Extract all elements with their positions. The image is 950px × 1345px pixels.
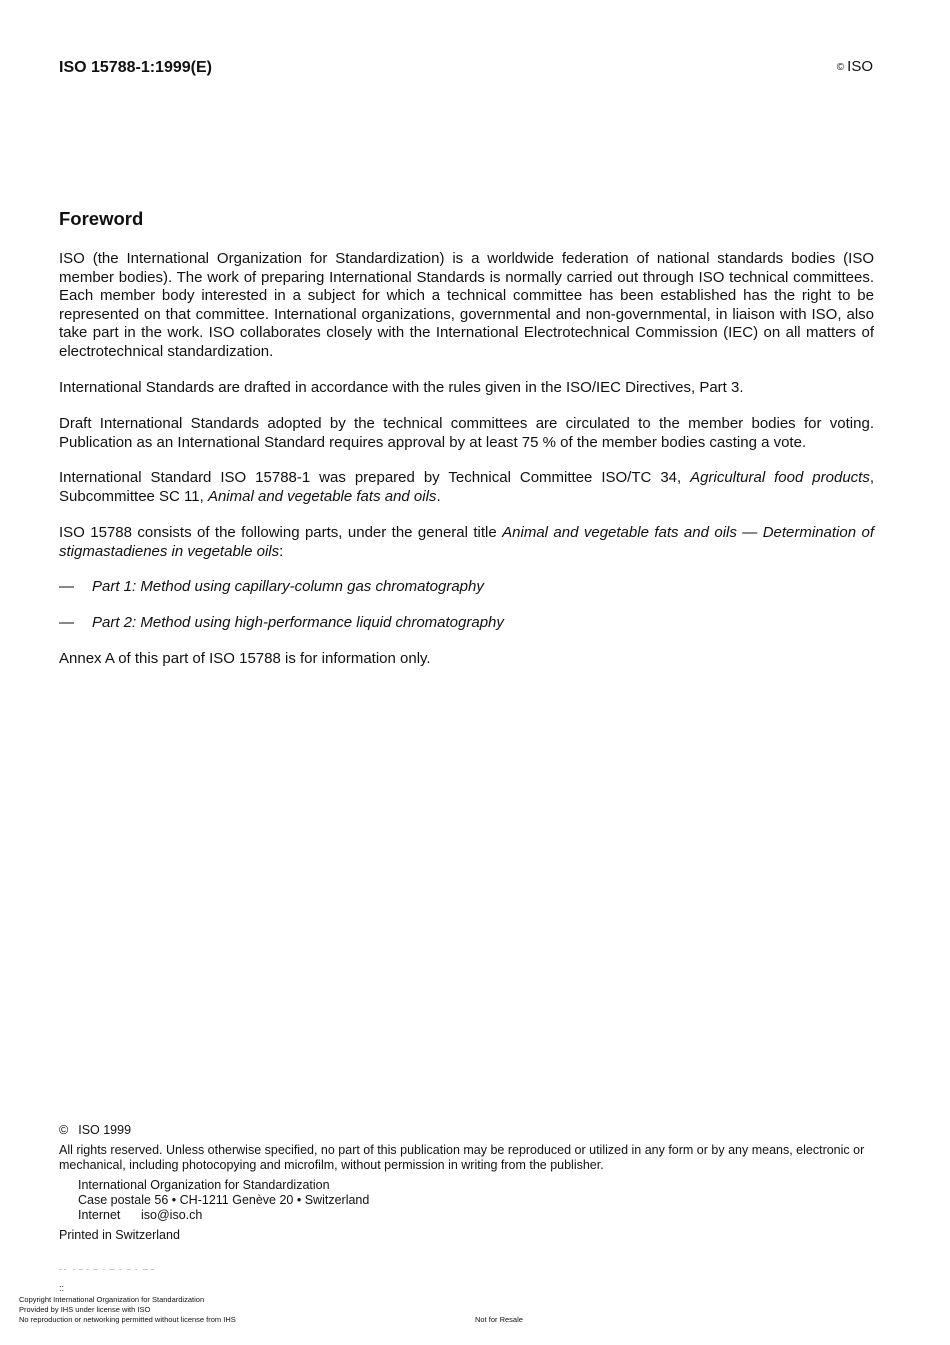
p5-general-title: Animal and vegetable fats and oils — Determination of stigmastadienes in vegetable oils [59, 524, 875, 560]
foreword-paragraph-2: International Standards are drafted in accordance with the rules given in the ISO/IEC Directives, Part 3. [59, 379, 744, 396]
license-notice [19, 1295, 236, 1325]
org-name: International Organization for Standardization [78, 1178, 330, 1192]
list-item-text: Part 2: Method using high-performance liquid chromatography [92, 614, 504, 631]
org-internet [78, 1208, 369, 1223]
copyright-year: ISO 1999 [78, 1123, 132, 1137]
header-copyright [837, 58, 873, 75]
p4-text-c: , Subcommittee SC 11, [59, 469, 874, 505]
list-item [59, 614, 504, 633]
copyright-org: ISO [847, 58, 873, 75]
foreword-paragraph-1: ISO (the International Organization for Standardization) is a worldwide federation of national standards bodies (ISO member bodies). The work of preparing International Standards is normally carried out through ISO technical committees. Each member body interested in a subject for which a technical committee has been established has the right to be represented on that committee. International organizations, governmental and non-governmental, in liaison with ISO, also take part in the work. ISO collaborates closely with the International Electrotechnical Commission (IEC) on all matters of electrotechnical standardization. [59, 250, 874, 360]
p4-text-a: International Standard ISO 15788-1 was prepared by Technical Committee ISO/TC 34, [59, 469, 691, 486]
license-line-3: No reproduction or networking permitted without license from IHS [19, 1315, 236, 1324]
internet-label: Internet [78, 1208, 121, 1222]
printed-in: Printed in Switzerland [59, 1228, 180, 1242]
p4-text-e: . [436, 487, 441, 505]
license-line-1: Copyright International Organization for Standardization [19, 1295, 205, 1304]
p4-committee-title: Agricultural food products [690, 469, 870, 486]
not-for-resale: Not for Resale [475, 1315, 523, 1324]
foreword-paragraph-5 [59, 524, 874, 561]
license-marks: :: [59, 1283, 65, 1293]
internet-email: iso@iso.ch [141, 1208, 203, 1222]
document-id: ISO 15788-1:1999(E) [59, 59, 212, 76]
page-title: Foreword [59, 208, 144, 229]
copyright-symbol: © [836, 62, 845, 73]
foreword-paragraph-3: Draft International Standards adopted by the technical committees are circulated to the member bodies for voting. Publication as an International Standard requires approval by at least 75 % of the member bodies casting a vote. [59, 415, 874, 451]
faint-scan-marks [59, 1266, 157, 1274]
org-address-block [78, 1178, 369, 1223]
list-dash: — [59, 578, 74, 595]
rights-statement: All rights reserved. Unless otherwise specified, no part of this publication may be reproduced or utilized in any form or by any means, electronic or mechanical, including photocopying and microfilm, without permission in writing from the publisher. [59, 1143, 865, 1172]
list-dash: — [59, 614, 74, 631]
p5-text-a: ISO 15788 consists of the following parts, under the general title [59, 524, 503, 541]
foreword-paragraph-6: Annex A of this part of ISO 15788 is for information only. [59, 650, 431, 667]
copyright-symbol: © [59, 1123, 69, 1137]
license-line-2: Provided by IHS under license with ISO [19, 1305, 151, 1314]
p5-text-c: : [279, 542, 284, 560]
p4-subcommittee-title: Animal and vegetable fats and oils [207, 487, 437, 505]
list-item [59, 578, 484, 597]
org-address: Case postale 56 • CH-1211 Genève 20 • Switzerland [78, 1193, 370, 1207]
foreword-paragraph-4 [59, 469, 874, 506]
footer-copyright [59, 1123, 131, 1137]
list-item-text: Part 1: Method using capillary-column gas chromatography [92, 578, 484, 595]
